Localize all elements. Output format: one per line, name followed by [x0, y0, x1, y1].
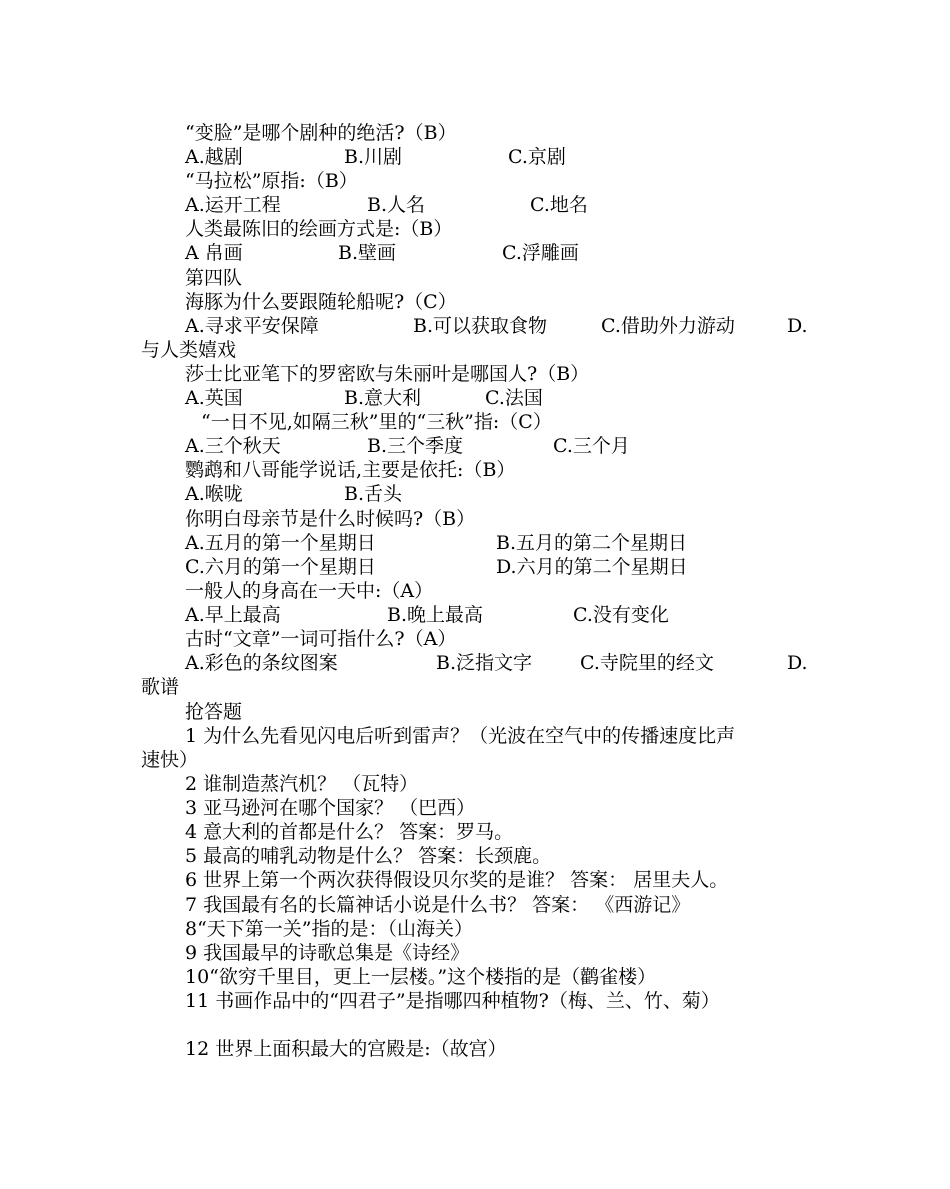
option: A.英国 [185, 387, 243, 409]
option: A.寻求平安保障 [185, 315, 319, 337]
option: A.彩色的条纹图案 [185, 652, 338, 674]
option: B.人名 [367, 194, 426, 216]
option: C.没有变化 [573, 604, 669, 626]
question-text: 鹦鹉和八哥能学说话,主要是依托:（B） [185, 459, 516, 481]
option: B.泛指文字 [436, 652, 533, 674]
option: A.运开工程 [185, 194, 281, 216]
quiz-item: 2 谁制造蒸汽机？ （瓦特） [185, 773, 419, 795]
option: D. [787, 315, 808, 337]
option: D.六月的第二个星期日 [496, 556, 688, 578]
quiz-item: 6 世界上第一个两次获得假设贝尔奖的是谁？ 答案： 居里夫人。 [185, 869, 729, 891]
quiz-item: 7 我国最有名的长篇神话小说是什么书？ 答案： 《西游记》 [185, 894, 691, 916]
section-heading: 抢答题 [185, 701, 243, 723]
option: A.越剧 [185, 146, 243, 168]
option: B.舌头 [344, 483, 403, 505]
question-text: 海豚为什么要跟随轮船呢?（C） [185, 291, 457, 313]
option: C.地名 [530, 194, 588, 216]
option: B.川剧 [344, 146, 403, 168]
option: B.晚上最高 [387, 604, 484, 626]
quiz-item-continuation: 速快） [141, 749, 199, 771]
option: A 帛画 [185, 242, 243, 264]
option: C.京剧 [508, 146, 566, 168]
option: A.三个秋天 [185, 435, 281, 457]
question-text: “变脸”是哪个剧种的绝活?（B） [185, 122, 457, 144]
option: B.五月的第二个星期日 [496, 532, 688, 554]
option: C.三个月 [553, 435, 630, 457]
option: A.喉咙 [185, 483, 243, 505]
question-text: 古时“文章”一词可指什么?（A） [185, 628, 457, 650]
option: C.浮雕画 [502, 242, 579, 264]
option-continuation: 歌谱 [141, 676, 180, 698]
question-text: 一般人的身高在一天中:（A） [185, 580, 434, 602]
option-continuation: 与人类嬉戏 [141, 339, 237, 361]
question-text: 你明白母亲节是什么时候吗?（B） [185, 508, 476, 530]
option: B.三个季度 [367, 435, 464, 457]
quiz-item: 8“天下第一关”指的是：（山海关） [185, 918, 474, 940]
question-text: 莎士比亚笔下的罗密欧与朱丽叶是哪国人?（B） [185, 363, 590, 385]
quiz-item: 9 我国最早的诗歌总集是《诗经》 [185, 942, 470, 964]
option: A.五月的第一个星期日 [185, 532, 376, 554]
option: C.法国 [485, 387, 543, 409]
option: A.早上最高 [185, 604, 281, 626]
quiz-item: 1 为什么先看见闪电后听到雷声？（光波在空气中的传播速度比声 [185, 725, 736, 747]
question-text: 人类最陈旧的绘画方式是:（B） [185, 218, 453, 240]
quiz-item: 4 意大利的首都是什么？ 答案：罗马。 [185, 821, 514, 843]
option: C.借助外力游动 [601, 315, 735, 337]
question-text: “马拉松”原指:（B） [185, 170, 358, 192]
option: D. [787, 652, 808, 674]
option: B.意大利 [344, 387, 422, 409]
quiz-item: 11 书画作品中的“四君子”是指哪四种植物?（梅、兰、竹、菊） [185, 990, 720, 1012]
quiz-item: 3 亚马逊河在哪个国家？ （巴西） [185, 797, 476, 819]
option: C.寺院里的经文 [580, 652, 714, 674]
option: C.六月的第一个星期日 [185, 556, 376, 578]
quiz-item: 10“欲穷千里目，更上一层楼。”这个楼指的是（鹳雀楼） [185, 966, 657, 988]
quiz-item: 5 最高的哺乳动物是什么？ 答案：长颈鹿。 [185, 845, 552, 867]
option: B.可以获取食物 [413, 315, 548, 337]
quiz-item: 12 世界上面积最大的宫殿是:（故宫） [185, 1038, 507, 1060]
question-text: “一日不见,如隔三秋”里的“三秋”指:（C） [201, 411, 552, 433]
section-heading: 第四队 [185, 267, 243, 289]
option: B.壁画 [338, 242, 397, 264]
